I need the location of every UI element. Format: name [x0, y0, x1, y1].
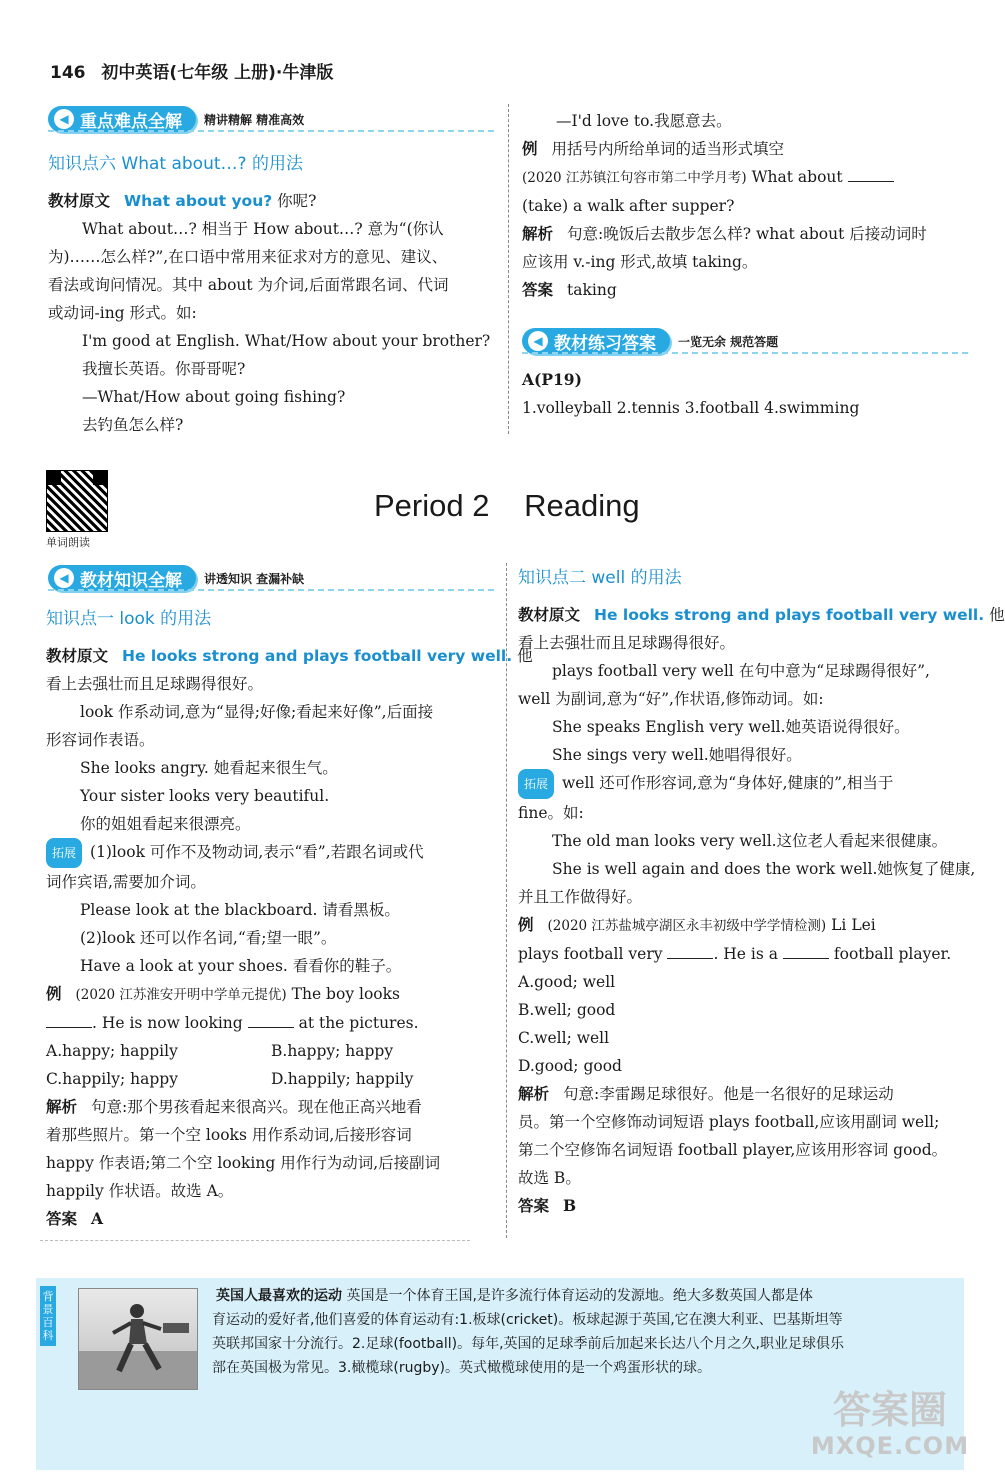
analysis-text: 句意:晚饭后去散步怎么样? what about 后接动词时: [567, 225, 927, 243]
extension-badge: 拓展: [46, 838, 82, 868]
banner-subtitle: 精讲精解 精准高效: [204, 112, 305, 127]
example-source: (2020 江苏淮安开明中学单元提优): [75, 987, 287, 1003]
footballer-photo: [78, 1288, 198, 1390]
analysis-text: 第二个空修饰名词短语 football player,应该用形容词 good。: [518, 1141, 948, 1159]
example-source: (2020 江苏镇江句容市第二中学月考): [522, 170, 747, 186]
period-name: Reading: [524, 488, 640, 523]
extension-badge: 拓展: [518, 769, 554, 799]
analysis-label: 解析: [46, 1098, 78, 1116]
body-line: 或动词-ing 形式。如:: [48, 304, 197, 322]
answer-label: 答案: [522, 281, 554, 299]
analysis-text: 故选 B。: [518, 1169, 581, 1187]
example-line: Have a look at your shoes. 看看你的鞋子。: [80, 957, 402, 975]
qr-caption: 单词朗读: [46, 536, 90, 549]
body-line: well 为副词,意为“好”,作状语,修饰动词。如:: [518, 690, 824, 708]
qr-code[interactable]: [46, 470, 108, 532]
body-line: What about…? 相当于 How about…? 意为“(你认: [82, 220, 444, 238]
answer-text: B: [563, 1196, 577, 1215]
book-title: 初中英语(七年级 上册)·牛津版: [101, 63, 334, 83]
period-number: Period 2: [374, 488, 490, 523]
page-header: [50, 58, 333, 83]
answer-label: 答案: [46, 1210, 78, 1228]
question-text: Li Lei: [831, 916, 876, 934]
option-c: C.happily; happy: [46, 1070, 178, 1088]
answer-blank: [46, 1011, 92, 1028]
answer-blank: [667, 942, 713, 959]
background-line: 英国是一个体育王国,是许多流行体育运动的发源地。绝大多数英国人都是体: [346, 1288, 813, 1304]
example-line: The old man looks very well.这位老人看起来很健康。: [552, 832, 948, 850]
kp6-title: 知识点六 What about…? 的用法: [48, 154, 303, 174]
analysis-label: 解析: [522, 225, 554, 243]
option-d: D.happily; happily: [271, 1070, 414, 1088]
divider: [40, 1240, 470, 1241]
speaker-icon: ◀: [54, 109, 74, 129]
background-text: [212, 1284, 956, 1380]
background-line: 英联邦国家十分流行。2.足球(football)。每年,英国的足球季前后加起来长达八个月之久,职业足球俱乐: [212, 1336, 844, 1352]
analysis-text: 着那些照片。第一个空 looks 用作系动词,后接形容词: [46, 1126, 412, 1144]
analysis-text: 应该用 v.-ing 形式,故填 taking。: [522, 253, 758, 271]
divider: [48, 130, 494, 132]
question-text: plays football very: [518, 945, 663, 963]
source-cn: 他: [989, 606, 1005, 624]
example-instruction: 用括号内所给单词的适当形式填空: [551, 140, 785, 158]
kp6-section: [48, 143, 498, 439]
source-cn: 你呢?: [277, 192, 317, 210]
speaker-icon: ◀: [54, 568, 74, 588]
example-line: 并且工作做得好。: [518, 888, 643, 906]
extension-text: well 还可作形容词,意为“身体好,健康的”,相当于: [562, 774, 894, 792]
banner-title: 重点难点全解: [80, 111, 182, 132]
kp2-section: [518, 557, 1005, 1220]
example-line: 去钓鱼怎么样?: [82, 416, 184, 434]
answers-heading: A(P19): [522, 370, 582, 389]
page-number: 146: [50, 63, 86, 83]
background-line: 育运动的爱好者,他们喜爱的体育运动有:1.板球(cricket)。板球起源于英国,它在澳大利亚、巴基斯坦等: [212, 1312, 843, 1328]
column-divider: [506, 563, 507, 1238]
option-d: D.good; good: [518, 1057, 622, 1075]
watermark: [800, 1388, 980, 1460]
answer-blank: [848, 165, 894, 182]
example-line: 你的姐姐看起来很漂亮。: [80, 815, 251, 833]
extension-text: 词作宾语,需要加介词。: [46, 873, 206, 891]
banner-title: 教材练习答案: [554, 333, 656, 354]
option-a: A.happy; happily: [46, 1042, 178, 1060]
background-title: 英国人最喜欢的运动: [216, 1288, 342, 1304]
question-text: What about: [751, 168, 843, 186]
analysis-text: 员。第一个空修饰动词短语 plays football,应该用副词 well;: [518, 1113, 940, 1131]
answer-label: 答案: [518, 1197, 550, 1215]
example-label: 例: [522, 140, 538, 158]
answer-blank: [248, 1011, 294, 1028]
watermark-en: MXQE.COM: [810, 1432, 970, 1460]
example-line: She is well again and does the work well.她恢复了健康,: [552, 860, 976, 878]
body-line: 为)……怎么样?”,在口语中常用来征求对方的意见、建议、: [48, 248, 448, 266]
analysis-text: 句意:那个男孩看起来很高兴。现在他正高兴地看: [91, 1098, 422, 1116]
example-line: She speaks English very well.她英语说得很好。: [552, 718, 910, 736]
example-line: Your sister looks very beautiful.: [80, 787, 330, 805]
column-divider: [508, 104, 509, 434]
kp2-title: 知识点二 well 的用法: [518, 568, 682, 588]
extension-text: fine。如:: [518, 804, 584, 822]
source-label: 教材原文: [48, 192, 111, 210]
source-cn: 看上去强壮而且足球踢得很好。: [518, 634, 736, 652]
answers-list: 1.volleyball 2.tennis 3.football 4.swimming: [522, 399, 860, 417]
source-label: 教材原文: [46, 647, 109, 665]
extension-text: (2)look 还可以作名词,“看;望一眼”。: [80, 929, 337, 947]
extension-text: (1)look 可作不及物动词,表示“看”,若跟名词或代: [90, 843, 424, 861]
source-label: 教材原文: [518, 606, 581, 624]
body-line: plays football very well 在句中意为“足球踢得很好”,: [552, 662, 930, 680]
example-line: 我擅长英语。你哥哥呢?: [82, 360, 246, 378]
period-title: [374, 488, 640, 524]
example-line: I'm good at English. What/How about your brother?: [82, 332, 491, 350]
analysis-text: happily 作状语。故选 A。: [46, 1182, 234, 1200]
example-source: (2020 江苏盐城亭湖区永丰初级中学学情检测): [547, 918, 827, 934]
answer-text: A: [91, 1209, 104, 1228]
kp1-title: 知识点一 look 的用法: [46, 609, 212, 629]
body-line: look 作系动词,意为“显得;好像;看起来好像”,后面接: [80, 703, 434, 721]
banner-subtitle: 一览无余 规范答题: [678, 334, 779, 349]
kp1-section: [46, 598, 533, 1233]
example-label: 例: [518, 916, 534, 934]
analysis-text: happy 作表语;第二个空 looking 用作行为动词,后接副词: [46, 1154, 441, 1172]
body-line: 看法或询问情况。其中 about 为介词,后面常跟名词、代词: [48, 276, 449, 294]
body-line: 形容词作表语。: [46, 731, 155, 749]
question-text: at the pictures.: [298, 1014, 419, 1032]
speaker-icon: ◀: [528, 331, 548, 351]
source-cn: 他: [517, 647, 533, 665]
right-top-section: [522, 107, 972, 304]
answer-blank: [783, 942, 829, 959]
question-text: . He is a: [713, 945, 778, 963]
analysis-label: 解析: [518, 1085, 550, 1103]
example-line: —I'd love to.我愿意去。: [556, 112, 732, 130]
source-en: He looks strong and plays football very well.: [594, 606, 985, 624]
side-label-text: 背景百科: [42, 1290, 54, 1342]
example-line: —What/How about going fishing?: [82, 388, 346, 406]
example-line: She sings very well.她唱得很好。: [552, 746, 802, 764]
source-cn: 看上去强壮而且足球踢得很好。: [46, 675, 264, 693]
example-label: 例: [46, 985, 62, 1003]
question-text: football player.: [833, 945, 952, 963]
example-line: She looks angry. 她看起来很生气。: [80, 759, 338, 777]
divider: [522, 352, 968, 354]
option-b: B.well; good: [518, 1001, 616, 1019]
question-text: (take) a walk after supper?: [522, 197, 735, 215]
source-en: What about you?: [124, 192, 273, 210]
banner-title: 教材知识全解: [80, 570, 182, 591]
side-label: [40, 1286, 56, 1346]
exercise-answers: [522, 366, 972, 422]
option-a: A.good; well: [518, 973, 616, 991]
source-en: He looks strong and plays football very well.: [122, 647, 513, 665]
footballer-image: [79, 1289, 197, 1389]
watermark-cn: 答案圈: [832, 1388, 947, 1432]
question-text: . He is now looking: [92, 1014, 243, 1032]
background-line: 部在英国极为常见。3.橄榄球(rugby)。英式橄榄球使用的是一个鸡蛋形状的球。: [212, 1360, 711, 1376]
analysis-text: 句意:李雷踢足球很好。他是一名很好的足球运动: [563, 1085, 894, 1103]
question-text: The boy looks: [291, 985, 400, 1003]
answer-text: taking: [567, 281, 617, 299]
option-c: C.well; well: [518, 1029, 610, 1047]
divider: [48, 589, 494, 591]
option-b: B.happy; happy: [271, 1042, 394, 1060]
example-line: Please look at the blackboard. 请看黑板。: [80, 901, 400, 919]
banner-subtitle: 讲透知识 查漏补缺: [204, 571, 305, 586]
